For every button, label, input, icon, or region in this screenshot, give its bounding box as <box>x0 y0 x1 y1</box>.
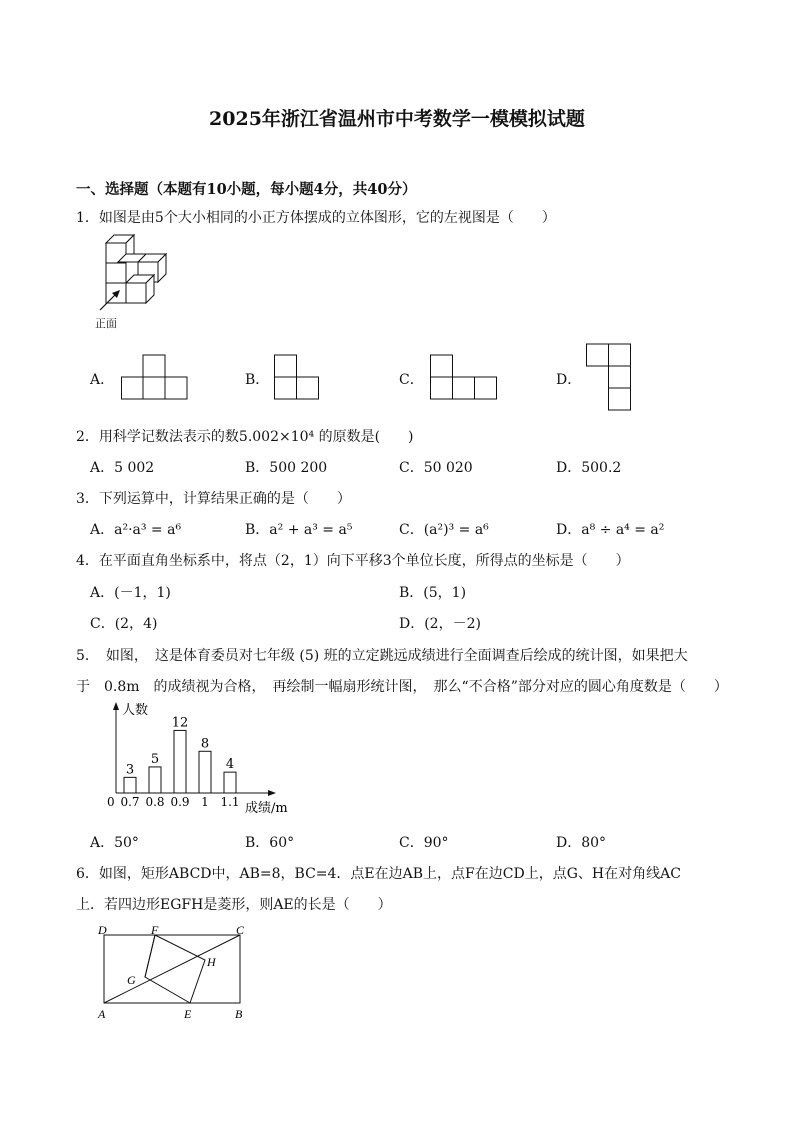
q1-option-a-figure <box>121 354 189 400</box>
bar-value-label: 12 <box>171 715 189 731</box>
point-b-label: B <box>235 1007 243 1021</box>
q5-option-a: A．50° <box>90 835 139 851</box>
x-tick-label: 1.1 <box>220 795 240 809</box>
q2-option-a: A．5 002 <box>90 460 155 476</box>
point-a-label: A <box>98 1007 106 1021</box>
y-axis-arrow <box>113 702 119 710</box>
point-d-label: D <box>98 923 107 937</box>
bar-0.8 <box>149 767 161 793</box>
q3-option-b: B．a² + a³ = a⁵ <box>245 522 353 538</box>
q4-option-c: C．(2，4) <box>90 616 158 632</box>
q1-option-b: B． <box>245 372 270 388</box>
x-axis-label: 成绩/m <box>245 801 288 816</box>
q1-option-c: C． <box>399 372 424 388</box>
bar-value-label: 5 <box>150 751 160 767</box>
q5-option-d: D．80° <box>556 835 607 851</box>
point-g-label: G <box>127 973 136 987</box>
bar-value-label: 4 <box>225 757 235 773</box>
q3-option-d: D．a⁸ ÷ a⁴ = a² <box>556 522 665 538</box>
q2-option-d: D．500.2 <box>556 460 622 476</box>
q1-option-a: A． <box>90 372 115 388</box>
q4-option-b: B．(5，1) <box>399 585 467 601</box>
q5-stem-line2: 于 0.8m 的成绩视为合格， 再绘制一幅扇形统计图， 那么“不合格”部分对应的圆心角度数是（ ） <box>76 679 728 695</box>
q6-rectangle-figure <box>95 922 265 1022</box>
point-h-label: H <box>207 955 216 969</box>
q3-stem: 3．下列运算中，计算结果正确的是（ ） <box>76 491 351 507</box>
origin-label: 0 <box>107 795 115 809</box>
q1-option-d: D． <box>556 372 582 388</box>
q4-option-d: D．(2，－2) <box>399 616 481 632</box>
q4-stem: 4．在平面直角坐标系中，将点（2，1）向下平移3个单位长度，所得点的坐标是（ ） <box>76 553 630 569</box>
point-e-label: E <box>184 1007 192 1021</box>
x-tick-label: 0.7 <box>120 795 140 809</box>
section-heading: 一、选择题（本题有10小题，每小题4分，共40分） <box>76 181 417 198</box>
bar-0.9 <box>174 730 186 793</box>
x-tick-label: 0.8 <box>145 795 165 809</box>
q1-option-d-figure <box>586 343 634 413</box>
q5-option-b: B．60° <box>245 835 295 851</box>
x-axis-arrow <box>268 790 276 796</box>
q3-option-a: A．a²·a³ = a⁶ <box>90 522 182 538</box>
bar-1.1 <box>224 772 236 793</box>
front-label: 正面 <box>95 317 117 330</box>
q5-option-c: C．90° <box>399 835 449 851</box>
point-f-label: F <box>151 923 159 937</box>
x-tick-label: 1 <box>201 795 209 809</box>
q4-option-a: A．(－1，1) <box>90 585 171 601</box>
q1-option-c-figure <box>430 354 500 400</box>
bar-value-label: 3 <box>125 762 135 778</box>
q3-option-c: C．(a²)³ = a⁶ <box>399 522 489 538</box>
bar-value-label: 8 <box>200 736 210 752</box>
point-c-label: C <box>236 923 245 937</box>
q6-stem-line2: 上．若四边形EGFH是菱形，则AE的长是（ ） <box>76 897 392 913</box>
bar-0.7 <box>124 777 136 793</box>
q5-bar-chart <box>100 700 310 820</box>
x-tick-label: 0.9 <box>170 795 190 809</box>
q2-option-b: B．500 200 <box>245 460 328 476</box>
page-title: 2025年浙江省温州市中考数学一模模拟试题 <box>209 108 585 130</box>
q1-stem: 1．如图是由5个大小相同的小正方体摆成的立体图形，它的左视图是（ ） <box>76 210 556 226</box>
q6-stem-line1: 6．如图，矩形ABCD中，AB=8，BC=4．点E在边AB上，点F在边CD上，点G、H在对角线AC <box>76 866 681 882</box>
q5-stem-line1: 5． 如图， 这是体育委员对七年级 (5) 班的立定跳远成绩进行全面调查后绘成的统计图，如果把大 <box>76 648 688 664</box>
q2-option-c: C．50 020 <box>399 460 473 476</box>
q1-option-b-figure <box>274 354 322 400</box>
q2-stem: 2．用科学记数法表示的数5.002×10⁴ 的原数是( ) <box>76 429 414 445</box>
y-axis-label: 人数 <box>122 703 149 718</box>
bar-1 <box>199 751 211 793</box>
